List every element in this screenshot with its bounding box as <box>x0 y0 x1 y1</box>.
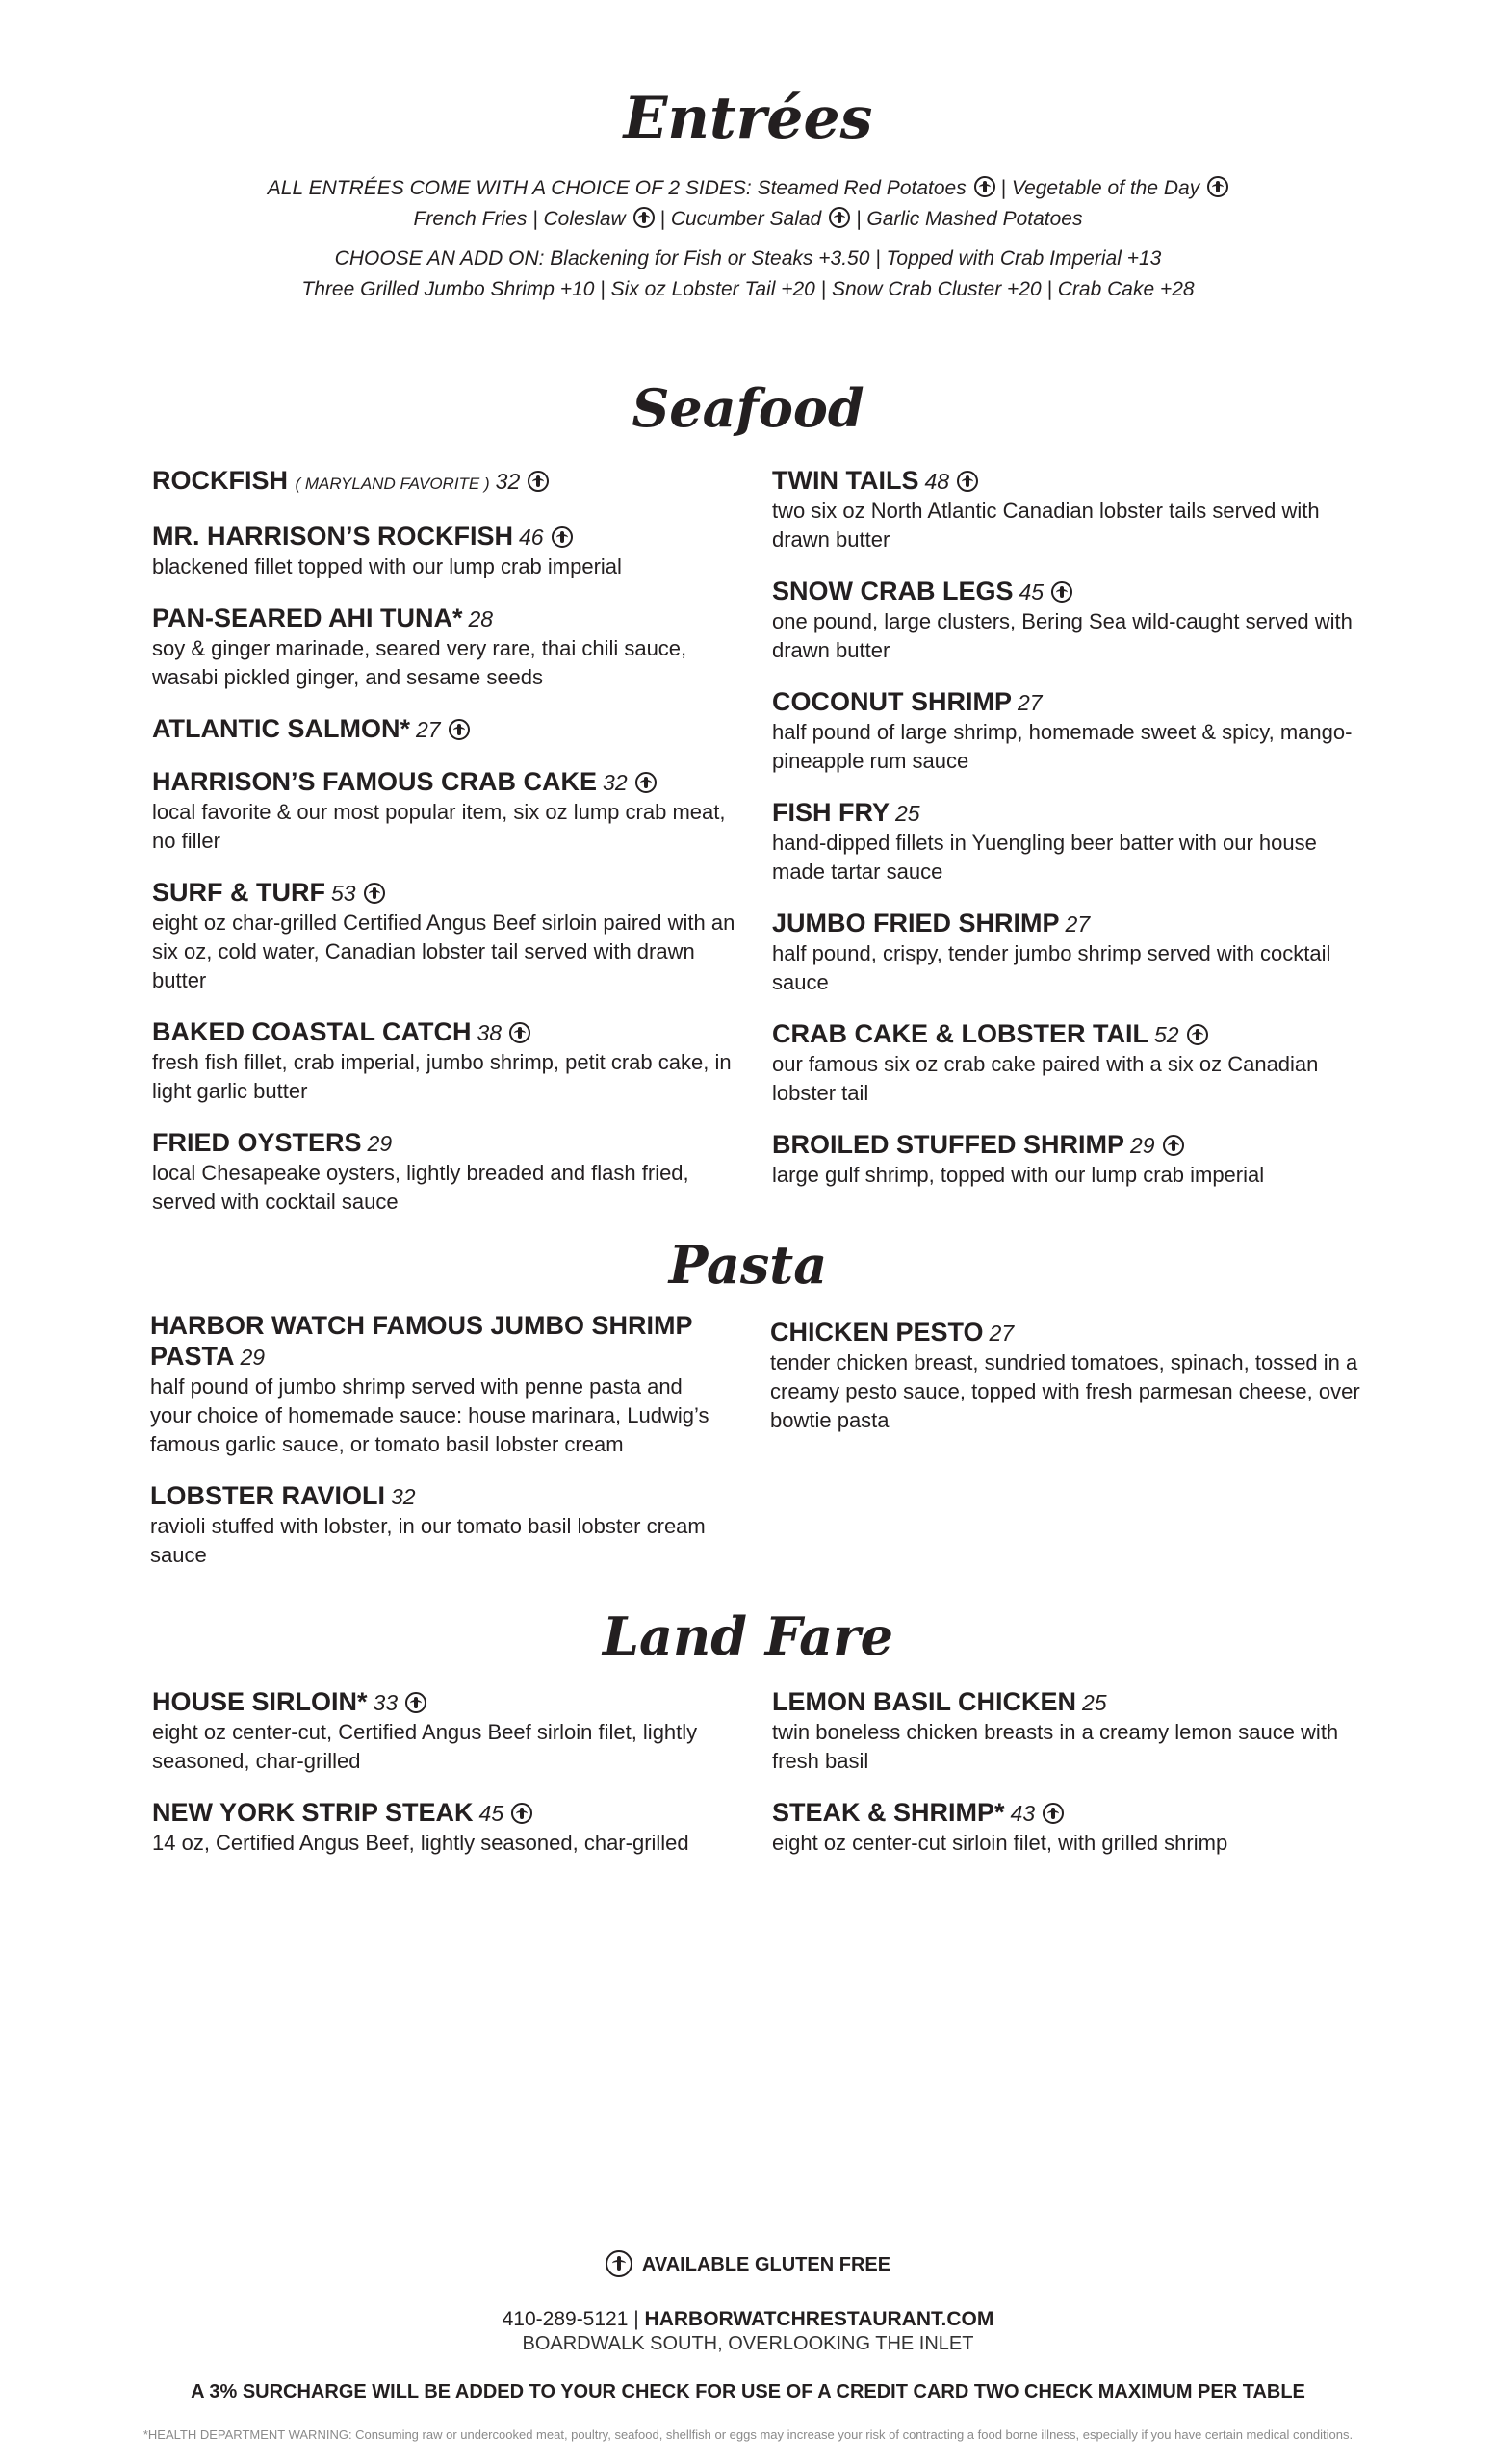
menu-item-name: HARBOR WATCH FAMOUS JUMBO SHRIMP PASTA <box>150 1311 693 1371</box>
menu-item-name: ROCKFISH <box>152 466 288 495</box>
menu-item-price: 46 <box>519 525 544 550</box>
menu-item-price: 29 <box>367 1131 393 1156</box>
menu-item-heading <box>152 465 749 500</box>
menu-item-description: half pound of jumbo shrimp served with penne pasta and your choice of homemade sauce: house marinara, Ludwig’s famous garlic sauce, or tomato basil lobster cream <box>150 1374 709 1456</box>
menu-item-price: 32 <box>603 770 628 795</box>
surcharge-notice: A 3% SURCHARGE WILL BE ADDED TO YOUR CHECK FOR USE OF A CREDIT CARD TWO CHECK MAXIMUM PER TABLE <box>191 2381 1305 2402</box>
menu-item-heading <box>152 1686 749 1718</box>
phone-number: 410-289-5121 <box>502 2308 629 2330</box>
sides-line-2: French Fries | Coleslaw | Cucumber Salad | Garlic Mashed Potatoes <box>413 208 1083 230</box>
menu-item <box>152 465 749 500</box>
menu-item-price: 29 <box>240 1345 266 1370</box>
entrees-title: Entrées <box>623 85 873 152</box>
menu-item-description: local favorite & our most popular item, six oz lump crab meat, no filler <box>152 800 726 853</box>
menu-item-name: CHICKEN PESTO <box>770 1318 984 1347</box>
menu-item-heading <box>150 1480 728 1512</box>
menu-item-heading <box>772 797 1369 829</box>
menu-item-name: JUMBO FRIED SHRIMP <box>772 909 1060 937</box>
menu-item <box>152 766 749 856</box>
menu-item-heading <box>770 1317 1367 1348</box>
menu-item-price: 25 <box>1082 1690 1107 1715</box>
gluten-free-icon <box>1043 1803 1064 1824</box>
menu-item-price: 32 <box>495 469 521 494</box>
menu-item-heading <box>772 686 1369 718</box>
gluten-free-icon <box>1163 1135 1184 1156</box>
land-right-column <box>772 1686 1369 1879</box>
menu-item <box>770 1317 1367 1435</box>
menu-item-description: local Chesapeake oysters, lightly breaded and flash fried, served with cocktail sauce <box>152 1161 689 1214</box>
gluten-free-icon <box>449 719 470 740</box>
gluten-free-icon <box>364 883 385 904</box>
menu-item-description: blackened fillet topped with our lump crab imperial <box>152 554 622 578</box>
menu-item-price: 28 <box>468 606 494 631</box>
menu-item <box>152 521 749 581</box>
menu-item-note: ( MARYLAND FAVORITE ) <box>295 475 490 493</box>
addon-line-2: Three Grilled Jumbo Shrimp +10 | Six oz Lobster Tail +20 | Snow Crab Cluster +20 | Crab Cake +28 <box>301 278 1195 300</box>
menu-item-price: 29 <box>1130 1133 1155 1158</box>
menu-item <box>152 877 749 995</box>
gluten-free-icon <box>552 526 573 548</box>
menu-item-price: 27 <box>989 1321 1015 1346</box>
gluten-free-icon <box>606 2250 632 2277</box>
menu-item-price: 43 <box>1010 1801 1036 1826</box>
menu-item-heading <box>772 1797 1369 1829</box>
menu-item-name: MR. HARRISON’S ROCKFISH <box>152 522 514 551</box>
menu-item-heading <box>152 877 749 909</box>
menu-item-description: soy & ginger marinade, seared very rare, thai chili sauce, wasabi pickled ginger, and sesame seeds <box>152 636 687 689</box>
pasta-title: Pasta <box>668 1234 828 1296</box>
menu-item-name: NEW YORK STRIP STEAK <box>152 1798 474 1827</box>
menu-item <box>772 1129 1369 1190</box>
menu-item-price: 45 <box>478 1801 504 1826</box>
menu-item-heading <box>152 1797 749 1829</box>
menu-item-price: 53 <box>330 881 356 906</box>
menu-item-price: 48 <box>924 469 950 494</box>
menu-item-heading <box>772 576 1369 607</box>
menu-item <box>772 908 1369 997</box>
gluten-free-icon <box>1051 581 1072 603</box>
menu-item-heading <box>152 521 749 552</box>
menu-item-heading <box>772 1686 1369 1718</box>
menu-item <box>772 797 1369 886</box>
menu-item-description: large gulf shrimp, topped with our lump crab imperial <box>772 1163 1265 1187</box>
gluten-free-icon <box>405 1692 426 1713</box>
menu-item-name: BAKED COASTAL CATCH <box>152 1017 472 1046</box>
menu-item <box>772 576 1369 665</box>
menu-item <box>772 465 1369 554</box>
gluten-free-icon <box>635 772 657 793</box>
menu-item-heading <box>152 713 749 745</box>
menu-item-description: two six oz North Atlantic Canadian lobster tails served with drawn butter <box>772 499 1320 552</box>
menu-item-description: eight oz char-grilled Certified Angus Beef sirloin paired with an six oz, cold water, Canadian lobster tail served with drawn butter <box>152 911 735 992</box>
menu-item-description: one pound, large clusters, Bering Sea wild-caught served with drawn butter <box>772 609 1353 662</box>
menu-item-price: 25 <box>895 801 920 826</box>
menu-item-name: ATLANTIC SALMON* <box>152 714 410 743</box>
seafood-left-column <box>152 465 749 1238</box>
menu-item-name: LOBSTER RAVIOLI <box>150 1481 386 1510</box>
menu-item-price: 27 <box>415 717 441 742</box>
gluten-free-icon <box>1207 176 1228 197</box>
menu-item-description: eight oz center-cut sirloin filet, with grilled shrimp <box>772 1831 1228 1855</box>
menu-item-heading <box>772 465 1369 497</box>
gluten-free-icon <box>509 1022 530 1043</box>
pasta-left-column <box>150 1310 728 1591</box>
menu-item-name: PAN-SEARED AHI TUNA* <box>152 603 463 632</box>
menu-item-name: CRAB CAKE & LOBSTER TAIL <box>772 1019 1148 1048</box>
menu-item-price: 52 <box>1154 1022 1179 1047</box>
addon-line-1: CHOOSE AN ADD ON: Blackening for Fish or Steaks +3.50 | Topped with Crab Imperial +13 <box>334 247 1162 270</box>
menu-item-description: our famous six oz crab cake paired with a six oz Canadian lobster tail <box>772 1052 1319 1105</box>
menu-item-description: half pound of large shrimp, homemade sweet & spicy, mango-pineapple rum sauce <box>772 720 1353 773</box>
menu-item-description: tender chicken breast, sundried tomatoes, spinach, tossed in a creamy pesto sauce, topped with fresh parmesan cheese, over bowtie pasta <box>770 1350 1360 1432</box>
seafood-title: Seafood <box>632 377 864 439</box>
menu-item-name: FISH FRY <box>772 798 890 827</box>
sides-line-1: ALL ENTRÉES COME WITH A CHOICE OF 2 SIDES: Steamed Red Potatoes | Vegetable of the Day <box>0 176 1496 200</box>
menu-item <box>150 1310 728 1459</box>
menu-item-heading <box>772 1129 1369 1161</box>
gluten-free-icon <box>957 471 978 492</box>
menu-item-price: 27 <box>1018 690 1043 715</box>
menu-item-name: LEMON BASIL CHICKEN <box>772 1687 1077 1716</box>
menu-item-name: COCONUT SHRIMP <box>772 687 1012 716</box>
gluten-free-icon <box>829 207 850 228</box>
website: HARBORWATCHRESTAURANT.COM <box>644 2308 994 2330</box>
menu-item <box>152 1686 749 1776</box>
menu-item <box>150 1480 728 1570</box>
menu-item-heading <box>152 603 749 634</box>
menu-item-name: TWIN TAILS <box>772 466 919 495</box>
menu-item-heading <box>150 1310 728 1373</box>
menu-item-description: ravioli stuffed with lobster, in our tomato basil lobster cream sauce <box>150 1514 706 1567</box>
menu-item-name: FRIED OYSTERS <box>152 1128 362 1157</box>
location-line: BOARDWALK SOUTH, OVERLOOKING THE INLET <box>522 2333 974 2354</box>
pasta-right-column <box>770 1317 1367 1456</box>
menu-item-description: twin boneless chicken breasts in a creamy lemon sauce with fresh basil <box>772 1720 1339 1773</box>
menu-item <box>152 713 749 745</box>
menu-item-heading <box>772 908 1369 939</box>
menu-item <box>772 1797 1369 1858</box>
gluten-free-icon <box>1187 1024 1208 1045</box>
menu-item-name: SNOW CRAB LEGS <box>772 577 1014 605</box>
contact-line: 410-289-5121 | HARBORWATCHRESTAURANT.COM <box>502 2308 994 2330</box>
menu-item-price: 27 <box>1065 911 1091 937</box>
menu-item-heading <box>152 766 749 798</box>
menu-item-description: eight oz center-cut, Certified Angus Beef sirloin filet, lightly seasoned, char-grilled <box>152 1720 698 1773</box>
menu-item-heading <box>772 1018 1369 1050</box>
menu-item <box>152 1016 749 1106</box>
menu-item <box>772 1686 1369 1776</box>
menu-item <box>152 603 749 692</box>
menu-item-name: HOUSE SIRLOIN* <box>152 1687 368 1716</box>
gluten-free-icon <box>974 176 995 197</box>
menu-item <box>152 1797 749 1858</box>
menu-item-name: SURF & TURF <box>152 878 325 907</box>
seafood-right-column <box>772 465 1369 1211</box>
menu-item <box>772 686 1369 776</box>
gluten-free-icon <box>528 471 549 492</box>
menu-item-name: STEAK & SHRIMP* <box>772 1798 1005 1827</box>
menu-item-description: 14 oz, Certified Angus Beef, lightly seasoned, char-grilled <box>152 1831 689 1855</box>
gluten-free-icon <box>511 1803 532 1824</box>
menu-item-description: half pound, crispy, tender jumbo shrimp served with cocktail sauce <box>772 941 1331 994</box>
menu-item-description: hand-dipped fillets in Yuengling beer batter with our house made tartar sauce <box>772 831 1317 884</box>
menu-item-price: 32 <box>391 1484 416 1509</box>
menu-item-price: 38 <box>477 1020 503 1045</box>
menu-item-heading <box>152 1016 749 1048</box>
menu-item-name: BROILED STUFFED SHRIMP <box>772 1130 1125 1159</box>
menu-item-description: fresh fish fillet, crab imperial, jumbo shrimp, petit crab cake, in light garlic butter <box>152 1050 732 1103</box>
land-fare-title: Land Fare <box>603 1605 893 1667</box>
gluten-free-icon <box>633 207 655 228</box>
gluten-free-legend: AVAILABLE GLUTEN FREE <box>0 2250 1496 2277</box>
menu-item-price: 45 <box>1019 579 1045 604</box>
menu-item-name: HARRISON’S FAMOUS CRAB CAKE <box>152 767 598 796</box>
land-left-column <box>152 1686 749 1879</box>
menu-item <box>772 1018 1369 1108</box>
menu-item-heading <box>152 1127 749 1159</box>
health-warning: *HEALTH DEPARTMENT WARNING: Consuming raw or undercooked meat, poultry, seafood, shellfish or eggs may increase your risk of contracting a food borne illness, especially if you have certain medical conditions. <box>142 2427 1354 2442</box>
menu-item-price: 33 <box>373 1690 399 1715</box>
menu-item <box>152 1127 749 1217</box>
